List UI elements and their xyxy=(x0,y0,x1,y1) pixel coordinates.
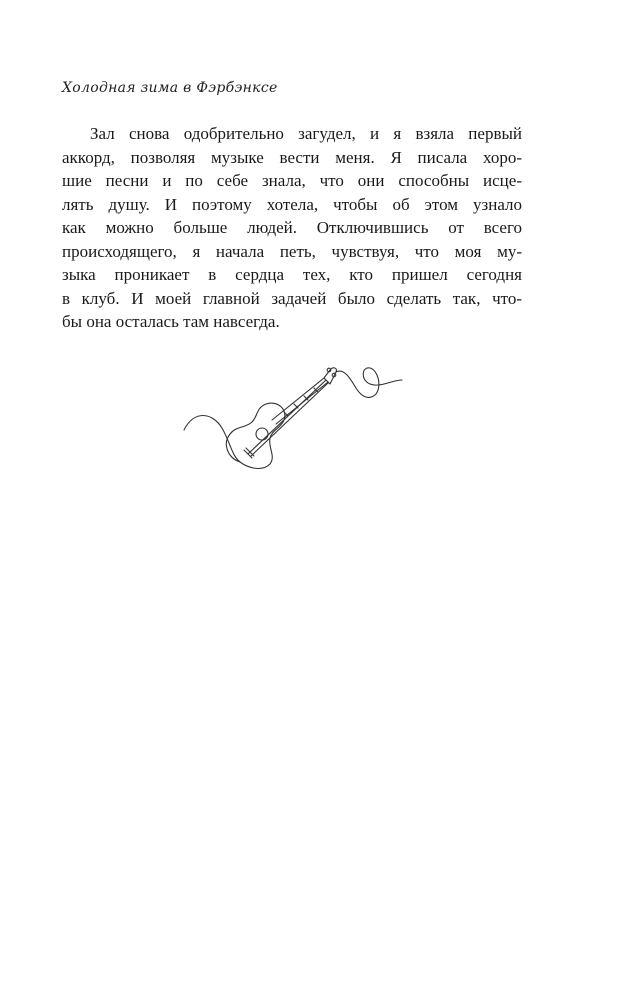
paragraph-line: бы она осталась там навсегда. xyxy=(62,312,280,331)
body-paragraph xyxy=(62,122,522,334)
guitar-line-art-icon xyxy=(180,358,420,473)
running-head: Холодная зима в Фэрбэнксе xyxy=(62,80,278,96)
paragraph-line: происходящего, я начала петь, чувствуя, что моя му- xyxy=(62,241,522,261)
paragraph-line: аккорд, позволяя музыке вести меня. Я писала хоро- xyxy=(62,147,522,167)
paragraph-line: лять душу. И поэтому хотела, чтобы об этом узнало xyxy=(62,194,522,214)
paragraph-line: в клуб. И моей главной задачей было сделать так, что- xyxy=(62,288,522,308)
paragraph-line: зыка проникает в сердца тех, кто пришел сегодня xyxy=(62,265,522,284)
paragraph-line: шие песни и по себе знала, что они способны исце- xyxy=(62,171,522,190)
paragraph-line: Зал снова одобрительно загудел, и я взяла первый xyxy=(90,124,522,143)
paragraph-line: как можно больше людей. Отключившись от всего xyxy=(62,218,522,237)
